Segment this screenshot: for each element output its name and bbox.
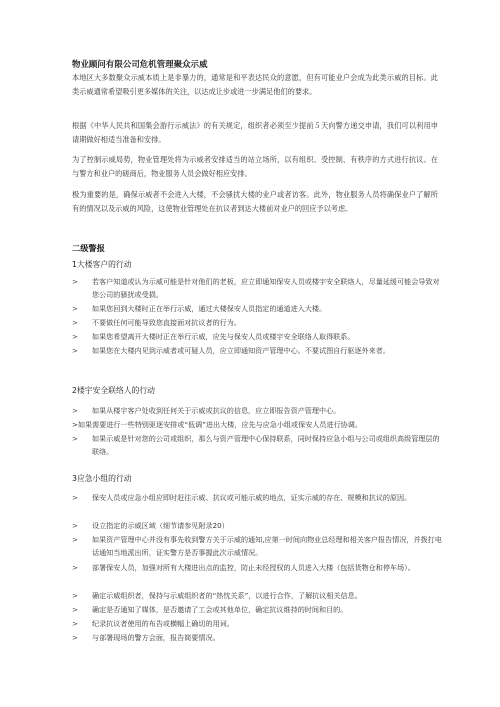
arrow-bullet-icon: > [72, 346, 78, 355]
arrow-bullet-icon: > [72, 493, 78, 502]
section3-item [72, 631, 442, 644]
section2-item [72, 432, 442, 458]
section3-item [72, 561, 442, 574]
section2-item [72, 418, 442, 431]
item-text: 不要做任何可能导致您直接面对抗议者的行为。 [92, 318, 241, 327]
item-text: 如果资产管理中心并没有事先收到警方关于示威的通知,应第一时间向物业总经理和相关客户报告情况，并拨打电话通知当地派出所，证实警方是否事握此次示威情况。 [92, 535, 442, 557]
section3-item [72, 603, 442, 616]
arrow-bullet-icon: > [72, 304, 78, 313]
arrow-bullet-icon: > [72, 277, 78, 286]
item-text: 如果示威是针对您的公司或组织，那么与资产管理中心保持联系，同时保持应急小组与公司或组织高级管理层的联络。 [92, 434, 440, 456]
item-text: 如果从楼宇客户处收到任何关于示威或抗议的信息，应立即报告资产管理中心。 [92, 406, 341, 415]
item-text: 如果您在大楼内见到示威者或可疑人员，应立即通知资产管理中心。不要试图自行驱逐外来者。 [92, 346, 390, 355]
arrow-bullet-icon: > [72, 332, 78, 341]
arrow-bullet-icon: > [72, 434, 78, 443]
section2-heading: 2楼宇安全联络人的行动 [72, 386, 155, 395]
section1-heading: 1大楼客户的行动 [72, 260, 132, 269]
intro-paragraph-4: 极为重要的是，确保示威者不会进入大楼，不会骚扰大楼的业户或者访客。此外，物业服务人员将确保业户了解所有的情况以及示威的风险，这使物业管理处在抗议者到达大楼前对业户的回应予以考虑。 [72, 190, 438, 213]
arrow-bullet-icon: > [72, 591, 78, 600]
section2-item [72, 404, 442, 417]
document-title: 物业顾问有限公司危机管理聚众示威 [72, 59, 208, 69]
section1-item [72, 275, 442, 301]
section3-item [72, 519, 442, 532]
item-text: 纪录抗议者使用的布告或横幅上确切的用词。 [92, 619, 234, 628]
item-text: 确定是否通知了媒体，是否邀请了工会或其他单位，确定抗议维持的时间和目的。 [92, 605, 348, 614]
intro-paragraph-3: 为了控制示威局势，物业管理处将为示威者安排适当的站立场所，以有组织、受控制、有秩序的方式进行抗议。在与警方和业户的磋商后，物业服务人员会做好相应安排。 [72, 155, 438, 178]
section3-item [72, 617, 442, 630]
item-text: 确定示威组织者，保持与示威组织者的“热忱关系”，以进行合作，了解抗议相关信息。 [92, 591, 362, 600]
item-text: 设立指定的示威区域（细节请参见附录20） [92, 521, 229, 530]
section1-item [72, 344, 442, 357]
section3-item [72, 533, 442, 559]
arrow-bullet-icon: > [72, 563, 78, 572]
section1-item [72, 330, 442, 343]
item-text: 如果您希望离开大楼时正在举行示威，应先与保安人员或楼宇安全联络人取得联系。 [92, 332, 355, 341]
arrow-bullet-icon: > [72, 535, 78, 544]
item-text: 保安人员或应急小组应即时赶往示威、抗议或可能示威的地点，证实示威的存在、规模和抗议的原因。 [92, 493, 412, 502]
item-text: 部署保安人员，加强对所有大楼进出点的监控，防止未经授权的人员进入大楼（包括货物仓和停车场）。 [92, 563, 415, 572]
intro-paragraph-2: 根据《中华人民共和国集会游行示威法》的有关规定，组织者必须至少提前５天向警方递交申请，我们可以利用申请期做好相适当准备和安排。 [72, 121, 438, 144]
arrow-bullet-icon: > [72, 605, 78, 614]
intro-paragraph-1: 本地区大多数聚众示威本质上是非暴力的，通常是和平表达民众的意愿，但有可能业户会成为此类示威的目标。此类示威通常希望吸引更多媒体的关注，以达成让步或进一步满足他们的要求。 [72, 73, 438, 96]
section3-heading: 3应急小组的行动 [72, 474, 132, 483]
arrow-bullet-icon: > [72, 406, 78, 415]
section1-item [72, 302, 442, 315]
item-text: 与部署现场的警方会面，报告简要情况。 [92, 633, 220, 642]
item-text: >如果需要进行一些特别驱逐安排或“低调”进出大楼，应先与应急小组或保安人员进行协调。 [72, 420, 362, 429]
arrow-bullet-icon: > [72, 633, 78, 642]
section3-item [72, 491, 442, 504]
section1-item [72, 316, 442, 329]
arrow-bullet-icon: > [72, 318, 78, 327]
arrow-bullet-icon: > [72, 619, 78, 628]
item-text: 如果您回到大楼时正在举行示威，通过大楼保安人员指定的通道进入大楼。 [92, 304, 327, 313]
item-text: 若客户知道或认为示威可能是针对他们的老板，应立即通知保安人员或楼宇安全联络人，尽量延缓可能会导致对您公司的骚扰或受损。 [92, 277, 440, 299]
section3-item [72, 589, 442, 602]
arrow-bullet-icon: > [72, 521, 78, 530]
level2-heading: 二级警报 [72, 243, 105, 253]
